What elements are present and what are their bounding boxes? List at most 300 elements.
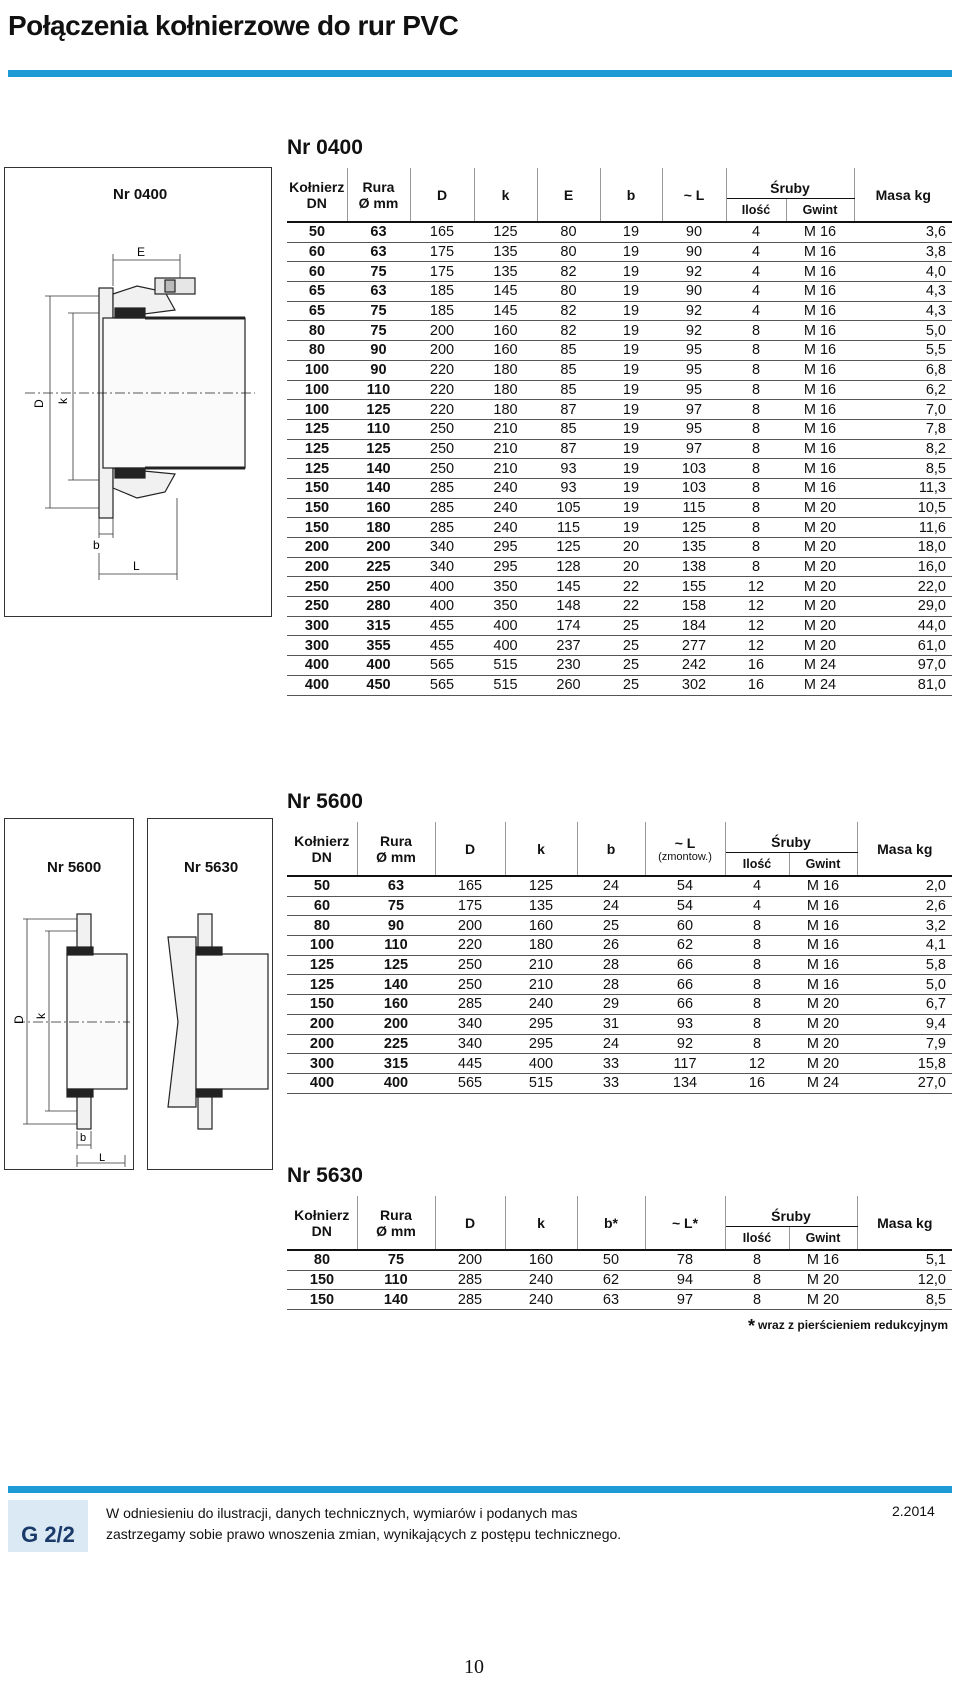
table-cell: 400 xyxy=(474,616,537,636)
table-cell: 8 xyxy=(725,1034,789,1054)
table-cell: 60 xyxy=(287,242,347,262)
table-cell: 295 xyxy=(505,1034,577,1054)
drawing-label-5600: Nr 5600 xyxy=(47,859,102,876)
table-row xyxy=(287,341,952,361)
table-cell: 250 xyxy=(410,419,474,439)
table-cell: 29 xyxy=(577,995,645,1015)
table-cell: 125 xyxy=(287,439,347,459)
table-cell: 515 xyxy=(505,1073,577,1093)
flange-drawing-5600 xyxy=(5,819,133,1169)
table-cell: 140 xyxy=(347,478,410,498)
table-cell: 7,0 xyxy=(854,400,952,420)
table-cell: 8,5 xyxy=(857,1290,952,1310)
header-L: ~ L (zmontow.) xyxy=(645,822,725,876)
table-cell: 125 xyxy=(287,419,347,439)
table-cell: 90 xyxy=(662,222,726,242)
table-cell: 16 xyxy=(725,1073,789,1093)
header-bolts: Śruby xyxy=(725,822,857,853)
page-title: Połączenia kołnierzowe do rur PVC xyxy=(8,10,459,41)
table-cell: M 16 xyxy=(789,1250,857,1270)
table-cell: 295 xyxy=(474,538,537,558)
table-row xyxy=(287,419,952,439)
table-cell: 12 xyxy=(726,636,786,656)
table-cell: M 20 xyxy=(789,995,857,1015)
table-cell: 93 xyxy=(537,459,600,479)
dim-label-D: D xyxy=(32,399,46,408)
table-row xyxy=(287,876,952,896)
table-cell: 155 xyxy=(662,577,726,597)
table-cell: 8 xyxy=(725,1270,789,1290)
table-cell: 60 xyxy=(645,916,725,936)
table-cell: 350 xyxy=(474,597,537,617)
drawing-box-5600 xyxy=(4,818,134,1170)
table-cell: 260 xyxy=(537,675,600,695)
table-cell: 180 xyxy=(347,518,410,538)
table-cell: 95 xyxy=(662,419,726,439)
table-cell: 180 xyxy=(474,360,537,380)
table-cell: 4 xyxy=(726,301,786,321)
table-cell: 16,0 xyxy=(854,557,952,577)
table-cell: 90 xyxy=(347,360,410,380)
table-cell: 225 xyxy=(357,1034,435,1054)
table-cell: 110 xyxy=(347,380,410,400)
table-cell: M 20 xyxy=(789,1290,857,1310)
header-thread: Gwint xyxy=(789,1227,857,1251)
header-k: k xyxy=(474,168,537,222)
table-row xyxy=(287,1034,952,1054)
table-cell: M 24 xyxy=(786,656,854,676)
table-cell: 8 xyxy=(726,518,786,538)
table-cell: 240 xyxy=(505,1290,577,1310)
table-cell: 250 xyxy=(287,577,347,597)
table-cell: 20 xyxy=(600,538,662,558)
table-cell: 11,6 xyxy=(854,518,952,538)
dim-label-k: k xyxy=(34,1013,48,1019)
table-body-5630 xyxy=(287,1250,952,1310)
table-cell: 250 xyxy=(410,459,474,479)
table-cell: 92 xyxy=(662,262,726,282)
table-cell: 8 xyxy=(726,557,786,577)
table-cell: 78 xyxy=(645,1250,725,1270)
table-cell: 66 xyxy=(645,995,725,1015)
table-cell: 66 xyxy=(645,975,725,995)
page-code: G 2/2 xyxy=(8,1500,88,1552)
table-cell: M 20 xyxy=(789,1014,857,1034)
table-cell: 9,4 xyxy=(857,1014,952,1034)
table-cell: 100 xyxy=(287,380,347,400)
page-number: 10 xyxy=(464,1656,484,1678)
table-cell: 117 xyxy=(645,1054,725,1074)
table-cell: 80 xyxy=(537,282,600,302)
table-cell: 22 xyxy=(600,577,662,597)
table-cell: 400 xyxy=(347,656,410,676)
table-row xyxy=(287,242,952,262)
table-row xyxy=(287,400,952,420)
table-cell: 180 xyxy=(505,936,577,956)
table-cell: 150 xyxy=(287,995,357,1015)
table-cell: 8,5 xyxy=(854,459,952,479)
table-cell: 160 xyxy=(474,321,537,341)
table-cell: M 16 xyxy=(786,439,854,459)
table-cell: 29,0 xyxy=(854,597,952,617)
table-cell: 285 xyxy=(410,498,474,518)
table-cell: 19 xyxy=(600,360,662,380)
table-cell: 160 xyxy=(505,916,577,936)
table-cell: 25 xyxy=(600,616,662,636)
table-cell: 6,2 xyxy=(854,380,952,400)
table-cell: M 16 xyxy=(786,282,854,302)
table-cell: 455 xyxy=(410,636,474,656)
table-cell: 210 xyxy=(505,955,577,975)
header-bolts: Śruby xyxy=(726,168,854,199)
table-cell: 8 xyxy=(726,360,786,380)
header-L: ~ L xyxy=(662,168,726,222)
table-cell: 24 xyxy=(577,1034,645,1054)
table-0400 xyxy=(287,168,952,696)
table-cell: 92 xyxy=(645,1034,725,1054)
table-cell: 5,5 xyxy=(854,341,952,361)
table-cell: 50 xyxy=(287,222,347,242)
table-cell: 87 xyxy=(537,400,600,420)
table-cell: 100 xyxy=(287,936,357,956)
table-row xyxy=(287,301,952,321)
table-cell: 125 xyxy=(537,538,600,558)
table-cell: 350 xyxy=(474,577,537,597)
table-cell: 75 xyxy=(357,1250,435,1270)
table-cell: 80 xyxy=(287,1250,357,1270)
table-cell: 103 xyxy=(662,459,726,479)
dim-label-b: b xyxy=(80,1132,87,1144)
table-row xyxy=(287,557,952,577)
header-mass: Masa kg xyxy=(854,168,952,222)
flange-adaptor-drawing-0400 xyxy=(5,168,271,616)
table-cell: 7,9 xyxy=(857,1034,952,1054)
table-cell: 12 xyxy=(725,1054,789,1074)
table-cell: 210 xyxy=(474,459,537,479)
table-cell: 565 xyxy=(435,1073,505,1093)
footnote-text: wraz z pierścieniem redukcyjnym xyxy=(758,1318,949,1332)
table-cell: 24 xyxy=(577,896,645,916)
table-cell: M 20 xyxy=(789,1034,857,1054)
table-cell: 240 xyxy=(505,1270,577,1290)
table-cell: 85 xyxy=(537,341,600,361)
table-cell: 565 xyxy=(410,656,474,676)
table-cell: 175 xyxy=(435,896,505,916)
table-cell: 97 xyxy=(645,1290,725,1310)
table-cell: 220 xyxy=(435,936,505,956)
table-row xyxy=(287,498,952,518)
header-bolts: Śruby xyxy=(725,1196,857,1227)
table-cell: 110 xyxy=(347,419,410,439)
table-cell: 80 xyxy=(287,341,347,361)
table-cell: 85 xyxy=(537,419,600,439)
table-cell: 8 xyxy=(726,400,786,420)
table-cell: 134 xyxy=(645,1073,725,1093)
table-cell: M 16 xyxy=(789,896,857,916)
table-5600 xyxy=(287,822,952,1094)
table-cell: 220 xyxy=(410,380,474,400)
header-flange-dn: Kołnierz DN xyxy=(287,1196,357,1250)
dim-label-L: L xyxy=(99,1152,106,1164)
table-cell: 28 xyxy=(577,975,645,995)
table-cell: 60 xyxy=(287,262,347,282)
table-cell: 150 xyxy=(287,1270,357,1290)
header-mass: Masa kg xyxy=(857,822,952,876)
table-cell: 19 xyxy=(600,341,662,361)
table-row xyxy=(287,360,952,380)
section-title-5600: Nr 5600 xyxy=(287,790,363,813)
header-qty: Ilość xyxy=(725,853,789,877)
table-cell: 150 xyxy=(287,478,347,498)
table-cell: 300 xyxy=(287,636,347,656)
table-cell: 125 xyxy=(505,876,577,896)
table-cell: 250 xyxy=(435,975,505,995)
header-b: b xyxy=(577,822,645,876)
table-cell: 135 xyxy=(505,896,577,916)
table-cell: M 16 xyxy=(789,916,857,936)
table-cell: 8,2 xyxy=(854,439,952,459)
table-cell: 62 xyxy=(577,1270,645,1290)
table-cell: 97 xyxy=(662,400,726,420)
drawing-box-0400 xyxy=(4,167,272,617)
table-cell: 5,0 xyxy=(854,321,952,341)
table-cell: 250 xyxy=(435,955,505,975)
table-cell: 8 xyxy=(725,1250,789,1270)
table-cell: 315 xyxy=(357,1054,435,1074)
table-cell: M 16 xyxy=(786,360,854,380)
header-D: D xyxy=(435,1196,505,1250)
table-cell: 125 xyxy=(287,955,357,975)
table-cell: 165 xyxy=(435,876,505,896)
table-cell: 8 xyxy=(725,975,789,995)
table-cell: 115 xyxy=(662,498,726,518)
table-cell: M 24 xyxy=(789,1073,857,1093)
table-cell: 22 xyxy=(600,597,662,617)
table-cell: M 16 xyxy=(786,419,854,439)
table-cell: 145 xyxy=(474,301,537,321)
table-cell: 25 xyxy=(577,916,645,936)
table-row xyxy=(287,538,952,558)
table-cell: 44,0 xyxy=(854,616,952,636)
header-pipe-od: Rura Ø mm xyxy=(357,822,435,876)
table-cell: 455 xyxy=(410,616,474,636)
table-cell: 19 xyxy=(600,478,662,498)
table-cell: M 16 xyxy=(786,321,854,341)
table-cell: 19 xyxy=(600,459,662,479)
table-cell: 8 xyxy=(726,538,786,558)
table-cell: 100 xyxy=(287,400,347,420)
table-cell: 16 xyxy=(726,675,786,695)
table-cell: 515 xyxy=(474,656,537,676)
table-cell: 220 xyxy=(410,360,474,380)
table-row xyxy=(287,636,952,656)
table-cell: 65 xyxy=(287,301,347,321)
table-cell: 110 xyxy=(357,936,435,956)
table-cell: M 16 xyxy=(789,955,857,975)
drawing-label-5630: Nr 5630 xyxy=(184,859,239,876)
table-cell: 200 xyxy=(287,1034,357,1054)
table-row xyxy=(287,975,952,995)
table-row xyxy=(287,459,952,479)
dim-label-L: L xyxy=(133,559,140,573)
table-cell: 95 xyxy=(662,341,726,361)
table-cell: 8 xyxy=(725,955,789,975)
table-cell: 445 xyxy=(435,1054,505,1074)
table-cell: M 20 xyxy=(786,636,854,656)
header-flange-dn: Kołnierz DN xyxy=(287,822,357,876)
table-cell: M 16 xyxy=(786,341,854,361)
table-cell: 400 xyxy=(410,597,474,617)
table-cell: 220 xyxy=(410,400,474,420)
table-cell: 184 xyxy=(662,616,726,636)
table-cell: 250 xyxy=(347,577,410,597)
table-cell: 230 xyxy=(537,656,600,676)
table-cell: 285 xyxy=(435,1290,505,1310)
header-thread: Gwint xyxy=(786,199,854,223)
header-pipe-od: Rura Ø mm xyxy=(347,168,410,222)
table-cell: 135 xyxy=(474,262,537,282)
table-cell: 63 xyxy=(347,222,410,242)
table-cell: 90 xyxy=(662,242,726,262)
table-cell: 185 xyxy=(410,282,474,302)
table-cell: 200 xyxy=(347,538,410,558)
table-cell: 210 xyxy=(474,419,537,439)
table-cell: 285 xyxy=(410,478,474,498)
header-L: ~ L* xyxy=(645,1196,725,1250)
table-cell: 92 xyxy=(662,321,726,341)
footer-date: 2.2014 xyxy=(892,1503,935,1519)
table-cell: 8 xyxy=(726,478,786,498)
table-cell: 50 xyxy=(577,1250,645,1270)
table-cell: 302 xyxy=(662,675,726,695)
table-cell: 27,0 xyxy=(857,1073,952,1093)
table-cell: 200 xyxy=(410,341,474,361)
table-cell: 16 xyxy=(726,656,786,676)
table-cell: 90 xyxy=(357,916,435,936)
table-cell: 138 xyxy=(662,557,726,577)
table-row xyxy=(287,1014,952,1034)
table-cell: 340 xyxy=(410,557,474,577)
table-cell: 33 xyxy=(577,1054,645,1074)
table-cell: 25 xyxy=(600,675,662,695)
table-cell: 82 xyxy=(537,321,600,341)
table-cell: M 16 xyxy=(789,975,857,995)
table-cell: 6,8 xyxy=(854,360,952,380)
table-cell: 240 xyxy=(474,518,537,538)
table-cell: 63 xyxy=(347,282,410,302)
table-cell: 19 xyxy=(600,321,662,341)
table-cell: 12 xyxy=(726,597,786,617)
table-cell: 66 xyxy=(645,955,725,975)
table-cell: 145 xyxy=(537,577,600,597)
header-b: b* xyxy=(577,1196,645,1250)
table-cell: M 16 xyxy=(786,262,854,282)
table-cell: 75 xyxy=(347,321,410,341)
table-row xyxy=(287,577,952,597)
table-cell: 19 xyxy=(600,439,662,459)
table-cell: 63 xyxy=(577,1290,645,1310)
table-cell: M 20 xyxy=(786,597,854,617)
table-cell: 125 xyxy=(357,955,435,975)
header-D: D xyxy=(410,168,474,222)
flange-reducer-drawing-5630 xyxy=(148,819,272,1169)
table-cell: 19 xyxy=(600,419,662,439)
table-cell: 12 xyxy=(726,577,786,597)
table-cell: 340 xyxy=(435,1014,505,1034)
table-cell: 242 xyxy=(662,656,726,676)
table-cell: 90 xyxy=(347,341,410,361)
table-cell: M 16 xyxy=(786,301,854,321)
table-row xyxy=(287,282,952,302)
table-cell: 20 xyxy=(600,557,662,577)
table-cell: M 20 xyxy=(786,557,854,577)
table-cell: 81,0 xyxy=(854,675,952,695)
table-row xyxy=(287,222,952,242)
table-cell: 285 xyxy=(435,1270,505,1290)
table-cell: 125 xyxy=(347,400,410,420)
table-cell: 145 xyxy=(474,282,537,302)
table-cell: 19 xyxy=(600,282,662,302)
table-cell: 125 xyxy=(287,975,357,995)
table-row xyxy=(287,995,952,1015)
table-cell: 355 xyxy=(347,636,410,656)
table-row xyxy=(287,262,952,282)
table-cell: 4 xyxy=(725,896,789,916)
table-cell: 135 xyxy=(474,242,537,262)
table-cell: M 20 xyxy=(789,1270,857,1290)
table-row xyxy=(287,478,952,498)
table-cell: 11,3 xyxy=(854,478,952,498)
table-cell: 60 xyxy=(287,896,357,916)
table-cell: 5,0 xyxy=(857,975,952,995)
table-cell: M 16 xyxy=(786,222,854,242)
header-b: b xyxy=(600,168,662,222)
table-cell: 82 xyxy=(537,262,600,282)
table-cell: 95 xyxy=(662,360,726,380)
footer-line-2: zastrzegamy sobie prawo wnoszenia zmian, wynikających z postępu technicznego. xyxy=(106,1526,622,1542)
table-row xyxy=(287,321,952,341)
table-cell: 95 xyxy=(662,380,726,400)
table-cell: 85 xyxy=(537,360,600,380)
table-cell: 75 xyxy=(347,301,410,321)
footnote-mark: * xyxy=(748,1316,756,1336)
table-cell: 400 xyxy=(357,1073,435,1093)
table-row xyxy=(287,916,952,936)
table-cell: 150 xyxy=(287,518,347,538)
table-cell: 19 xyxy=(600,400,662,420)
table-cell: 277 xyxy=(662,636,726,656)
table-cell: 3,6 xyxy=(854,222,952,242)
table-body-5600 xyxy=(287,876,952,1093)
table-cell: 12 xyxy=(726,616,786,636)
table-cell: 300 xyxy=(287,1054,357,1074)
table-cell: 7,8 xyxy=(854,419,952,439)
table-cell: 3,8 xyxy=(854,242,952,262)
table-cell: 75 xyxy=(357,896,435,916)
table-cell: 6,7 xyxy=(857,995,952,1015)
table-row xyxy=(287,597,952,617)
table-cell: 200 xyxy=(357,1014,435,1034)
header-pipe-od: Rura Ø mm xyxy=(357,1196,435,1250)
table-cell: M 16 xyxy=(786,478,854,498)
title-rule xyxy=(8,70,952,77)
table-cell: 210 xyxy=(474,439,537,459)
table-cell: 19 xyxy=(600,380,662,400)
table-cell: 8 xyxy=(726,459,786,479)
table-cell: 8 xyxy=(726,439,786,459)
table-cell: M 24 xyxy=(786,675,854,695)
table-cell: 400 xyxy=(287,656,347,676)
